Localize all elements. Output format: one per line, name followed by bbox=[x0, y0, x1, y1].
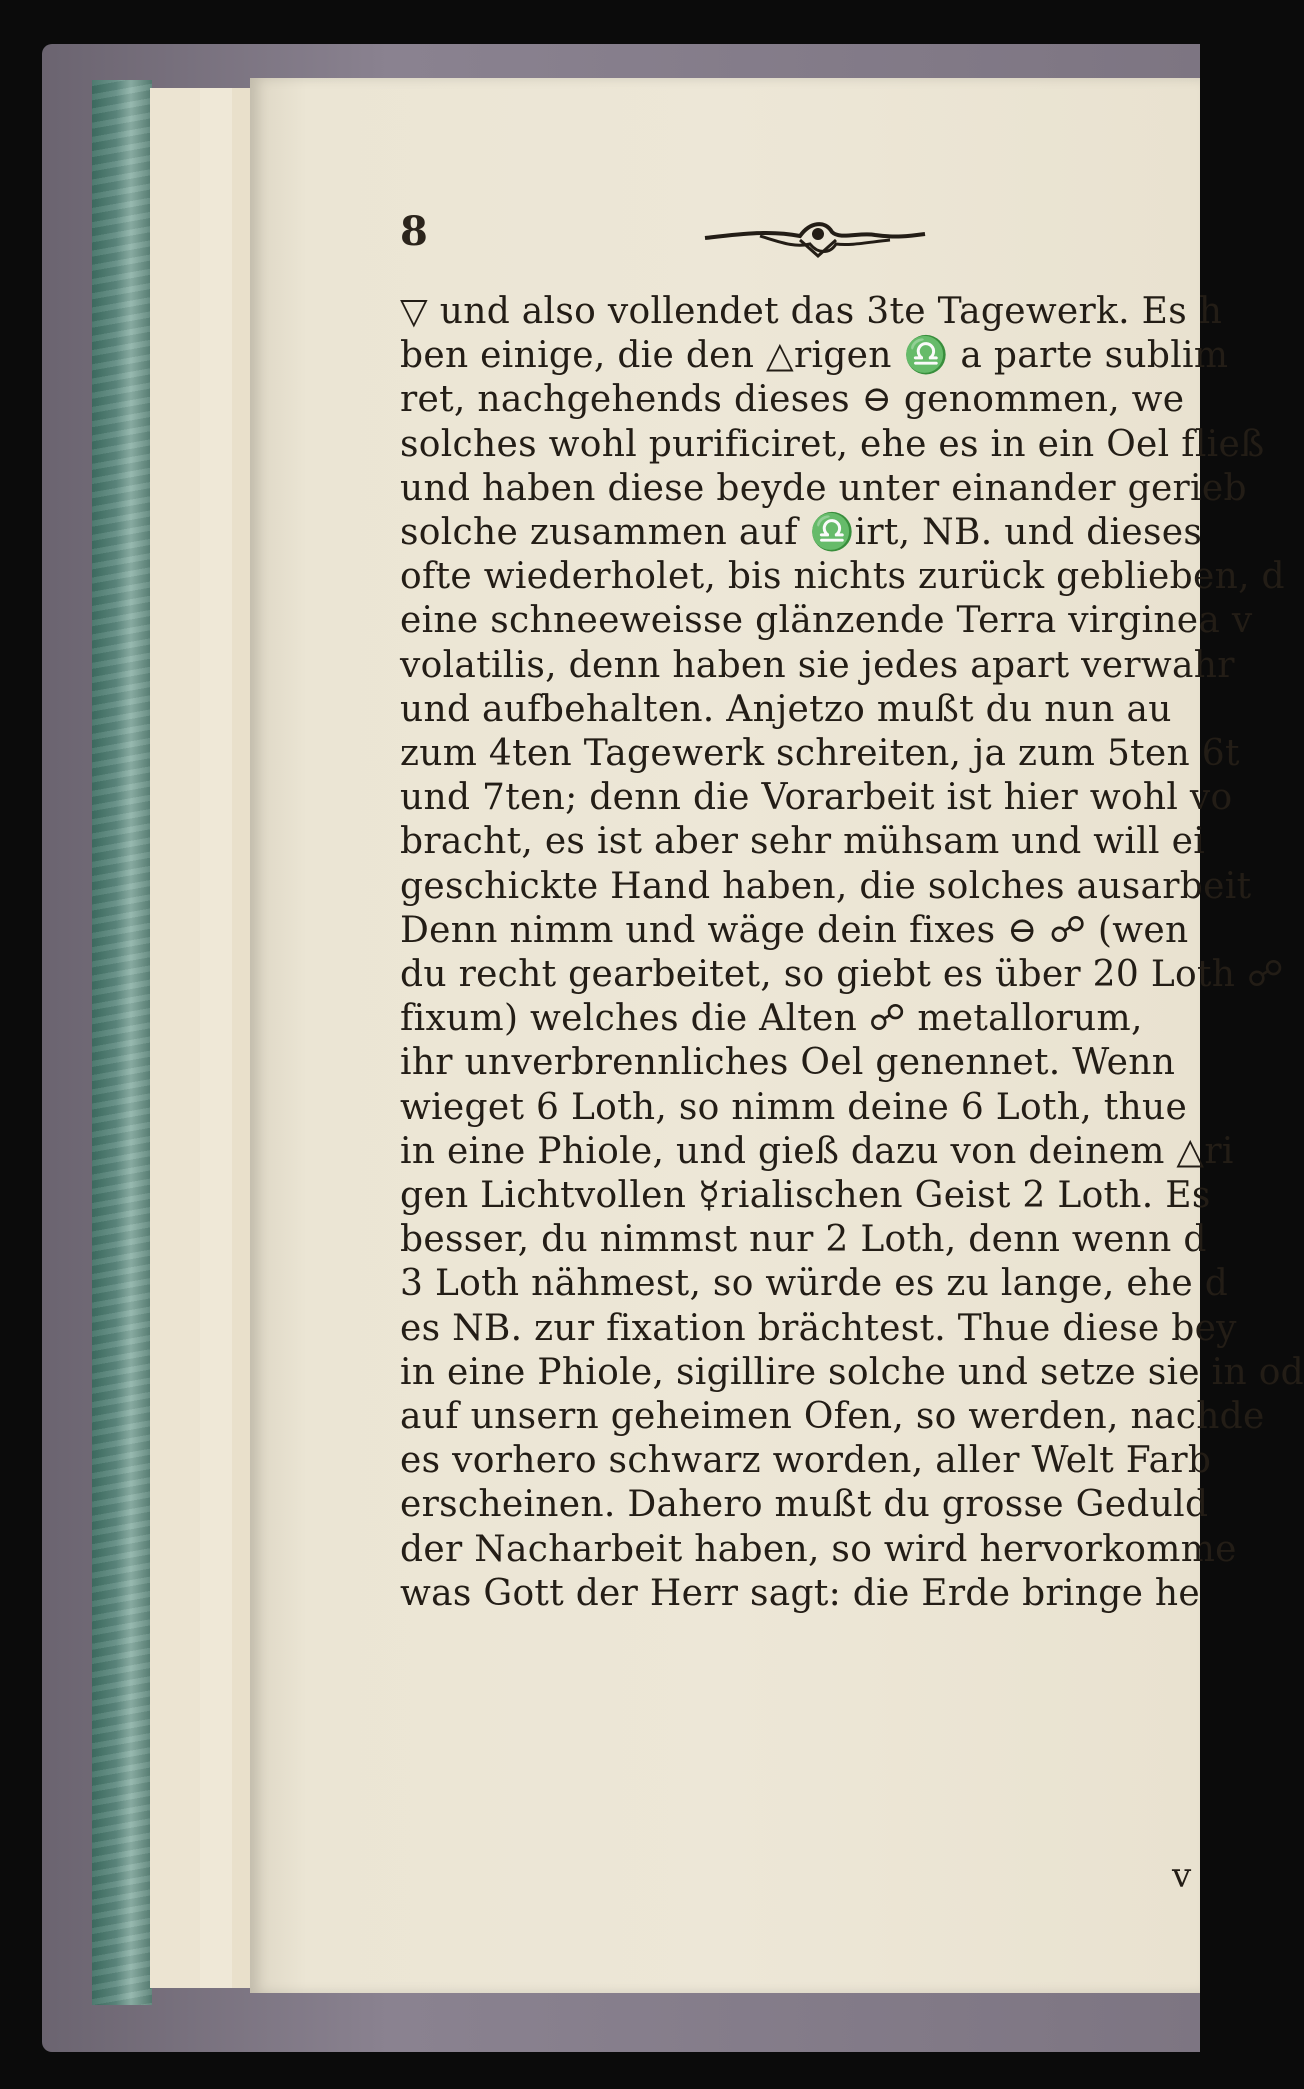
body-text bbox=[400, 290, 1304, 1616]
text-line: fixum) welches die Alten ☍ metallorum, bbox=[400, 998, 1143, 1040]
text-line: was Gott der Herr sagt: die Erde bringe he bbox=[400, 1572, 1201, 1614]
text-line: in eine Phiole, und gieß dazu von deinem △ri bbox=[400, 1130, 1234, 1172]
text-line: und aufbehalten. Anjetzo mußt du nun au bbox=[400, 688, 1172, 730]
text-line: es NB. zur fixation brächtest. Thue diese bey bbox=[400, 1307, 1237, 1349]
text-line: erscheinen. Dahero mußt du grosse Geduld bbox=[400, 1484, 1209, 1526]
text-line: und haben diese beyde unter einander gerieb bbox=[400, 467, 1247, 509]
marbled-edge bbox=[92, 80, 152, 2005]
text-line: Denn nimm und wäge dein fixes ⊖ ☍ (wen bbox=[400, 909, 1189, 951]
text-line: solches wohl purificiret, ehe es in ein Oel fließ bbox=[400, 423, 1265, 465]
text-line: solche zusammen auf ♎irt, NB. und dieses bbox=[400, 512, 1203, 554]
text-line: du recht gearbeitet, so giebt es über 20 Loth ☍ bbox=[400, 954, 1284, 996]
page-number: 8 bbox=[400, 208, 428, 255]
book-page bbox=[250, 78, 1304, 1993]
text-line: gen Lichtvollen ☿rialischen Geist 2 Loth. Es bbox=[400, 1175, 1211, 1217]
printer-ornament-icon bbox=[700, 210, 930, 260]
text-line: eine schneeweisse glänzende Terra virginea v bbox=[400, 600, 1253, 642]
text-line: zum 4ten Tagewerk schreiten, ja zum 5ten 6t bbox=[400, 733, 1240, 775]
text-line: und 7ten; denn die Vorarbeit ist hier wohl vo bbox=[400, 777, 1233, 819]
text-line: auf unsern geheimen Ofen, so werden, nachde bbox=[400, 1396, 1265, 1438]
text-line: volatilis, denn haben sie jedes apart verwahr bbox=[400, 644, 1235, 686]
text-line: geschickte Hand haben, die solches ausarbeit bbox=[400, 865, 1252, 907]
text-line: ret, nachgehends dieses ⊖ genommen, we bbox=[400, 379, 1185, 421]
text-line: ben einige, die den △rigen ♎ a parte sublim bbox=[400, 335, 1229, 377]
text-line: in eine Phiole, sigillire solche und setze sie in od bbox=[400, 1351, 1304, 1393]
text-line: der Nacharbeit haben, so wird hervorkomme bbox=[400, 1528, 1237, 1570]
text-line: 3 Loth nähmest, so würde es zu lange, ehe d bbox=[400, 1263, 1229, 1305]
text-line: ihr unverbrennliches Oel genennet. Wenn bbox=[400, 1042, 1176, 1084]
text-line: ofte wiederholet, bis nichts zurück geblieben, d bbox=[400, 556, 1285, 598]
catchword: v bbox=[1172, 1856, 1192, 1896]
text-line: ▽ und also vollendet das 3te Tagewerk. Es h bbox=[400, 291, 1223, 332]
text-line: wieget 6 Loth, so nimm deine 6 Loth, thue bbox=[400, 1086, 1188, 1128]
text-line: besser, du nimmst nur 2 Loth, denn wenn d bbox=[400, 1219, 1207, 1261]
text-line: bracht, es ist aber sehr mühsam und will ei bbox=[400, 821, 1206, 863]
text-line: es vorhero schwarz worden, aller Welt Farb bbox=[400, 1440, 1212, 1482]
